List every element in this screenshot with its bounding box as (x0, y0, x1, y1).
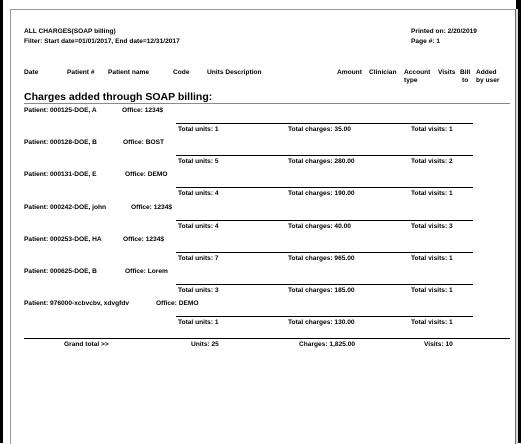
subtotal-units: Total units: 4 (178, 190, 219, 197)
subtotal-rule (176, 252, 473, 253)
patient-label: Patient: 000128-DOE, B (24, 139, 97, 146)
patient-label: Patient: 000625-DOE, B (24, 268, 97, 275)
office-label: Office: 1234$ (123, 236, 165, 243)
col-amount: Amount (337, 69, 362, 76)
subtotal-rule (176, 220, 473, 221)
patient-label: Patient: 000131-DOE, E (24, 171, 97, 178)
col-account-type (404, 69, 430, 85)
report-filter: Filter: Start date=01/01/2017, End date=12/31/2017 (24, 38, 180, 45)
col-patient-no: Patient # (67, 69, 95, 76)
report-page (10, 9, 516, 444)
col-bill-to-line1: Bill (460, 69, 471, 76)
col-visits: Visits (438, 69, 456, 76)
window-frame-right (516, 0, 521, 443)
subtotal-units: Total units: 1 (178, 319, 219, 326)
subtotal-units: Total units: 3 (178, 287, 219, 294)
col-added-by (476, 69, 499, 85)
office-label: Office: 1234$ (131, 204, 173, 211)
subtotal-rule (176, 123, 473, 124)
patient-label: Patient: 000253-DOE, HA (24, 236, 102, 243)
office-label: Office: DEMO (125, 171, 168, 178)
subtotal-visits: Total visits: 1 (411, 255, 453, 262)
subtotal-units: Total units: 5 (178, 158, 219, 165)
grand-total-label: Grand total >> (64, 341, 109, 348)
subtotal-charges: Total charges: 965.00 (288, 255, 355, 262)
col-added-by-line2: by user (476, 77, 500, 84)
col-units-description: Units Description (207, 69, 262, 76)
window-frame-left (0, 0, 3, 443)
col-account-type-line1: Account (404, 69, 431, 76)
col-patient-name: Patient name (108, 69, 150, 76)
subtotal-rule (176, 155, 473, 156)
subtotal-visits: Total visits: 1 (411, 287, 453, 294)
subtotal-charges: Total charges: 130.00 (288, 319, 355, 326)
subtotal-units: Total units: 4 (178, 223, 219, 230)
office-label: Office: Lorem (125, 268, 168, 275)
patient-label: Patient: 976000-xcbvcbv, xdvgfdv (24, 300, 130, 307)
subtotal-visits: Total visits: 2 (411, 158, 453, 165)
subtotal-charges: Total charges: 40.00 (288, 223, 351, 230)
subtotal-visits: Total visits: 1 (411, 190, 453, 197)
report-title: ALL CHARGES(SOAP billing) (24, 28, 116, 35)
subtotal-rule (176, 187, 473, 188)
subtotal-rule (176, 316, 473, 317)
patient-label: Patient: 000242-DOE, john (24, 204, 107, 211)
grand-total-charges: Charges: 1,825.00 (299, 341, 356, 348)
col-bill-to-line2: to (462, 77, 469, 84)
patient-label: Patient: 000125-DOE, A (24, 107, 97, 114)
grand-total-visits: Visits: 10 (424, 341, 453, 348)
subtotal-charges: Total charges: 280.00 (288, 158, 355, 165)
office-label: Office: DEMO (156, 300, 199, 307)
section-divider (24, 103, 510, 104)
page-number: Page #: 1 (411, 38, 440, 45)
col-bill-to (460, 69, 470, 85)
office-label: Office: BOST (123, 139, 165, 146)
subtotal-rule (176, 284, 473, 285)
subtotal-units: Total units: 7 (178, 255, 219, 262)
section-title: Charges added through SOAP billing: (24, 91, 213, 103)
office-label: Office: 1234$ (122, 107, 164, 114)
subtotal-charges: Total charges: 185.00 (288, 287, 355, 294)
grand-total-units: Units: 25 (191, 341, 219, 348)
col-clinician: Clinician (369, 69, 397, 76)
col-added-by-line1: Added (476, 69, 497, 76)
subtotal-visits: Total visits: 1 (411, 126, 453, 133)
grand-total-rule (24, 338, 510, 339)
col-date: Date (24, 69, 39, 76)
subtotal-visits: Total visits: 3 (411, 223, 453, 230)
subtotal-charges: Total charges: 35.00 (288, 126, 351, 133)
subtotal-units: Total units: 1 (178, 126, 219, 133)
col-code: Code (173, 69, 190, 76)
subtotal-visits: Total visits: 1 (411, 319, 453, 326)
printed-on: Printed on: 2/20/2019 (411, 28, 477, 35)
col-account-type-line2: type (404, 77, 418, 84)
subtotal-charges: Total charges: 190.00 (288, 190, 355, 197)
